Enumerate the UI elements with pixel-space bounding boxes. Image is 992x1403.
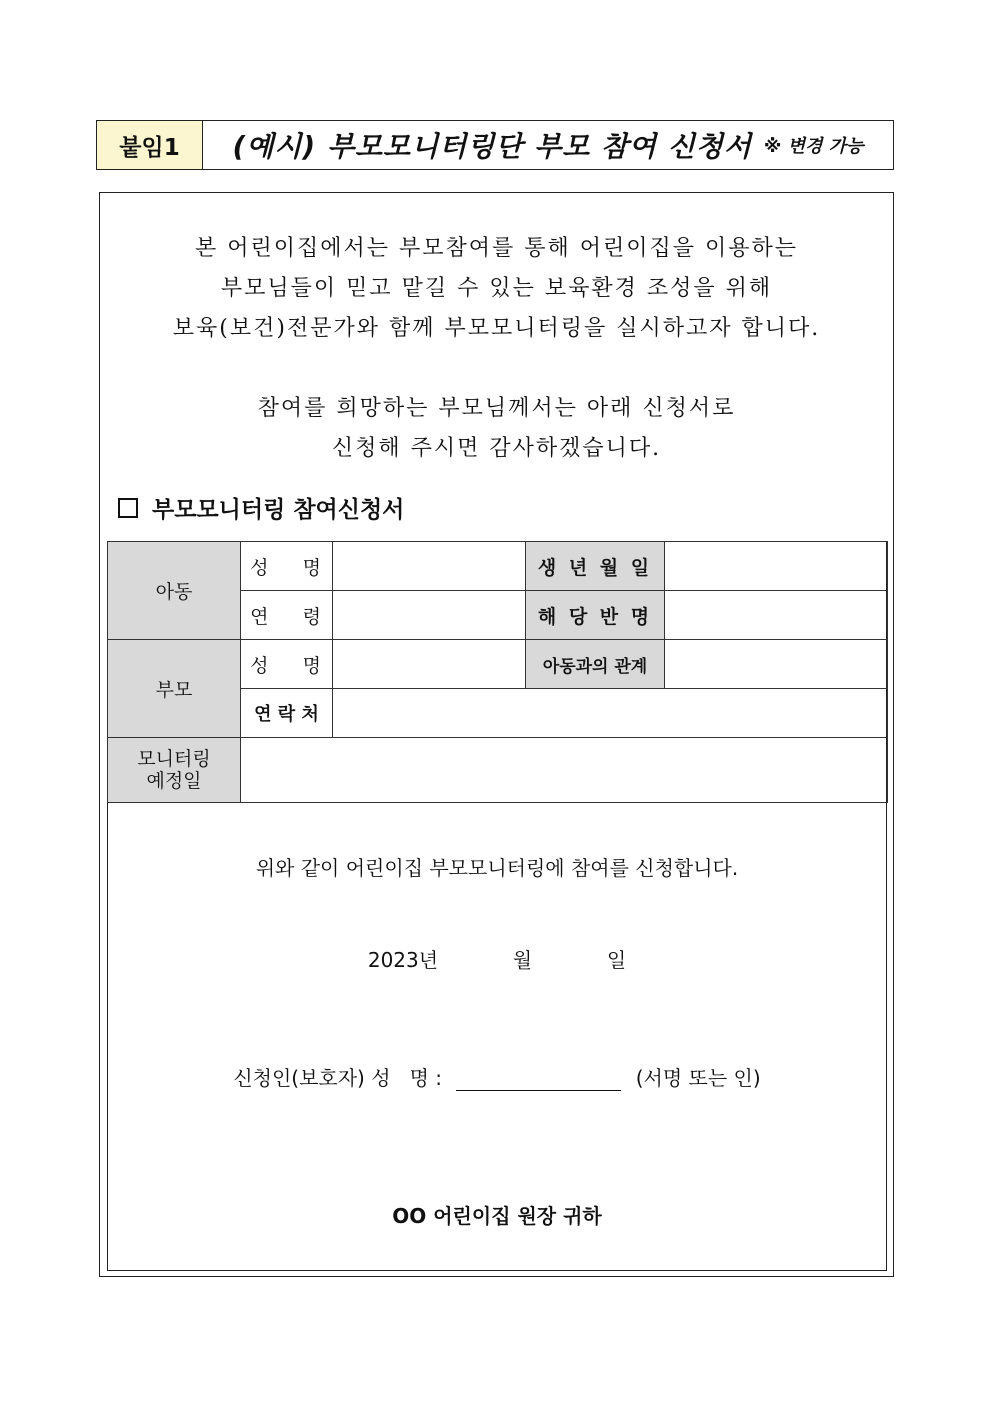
section-title-text: 부모모니터링 참여신청서 (152, 497, 405, 523)
checkbox-icon (118, 498, 138, 518)
parent-name-label: 성 명 (241, 640, 333, 689)
contact-label: 연 락 처 (241, 689, 333, 738)
date-day: 일 (606, 948, 627, 972)
form-frame (99, 192, 894, 1277)
intro-line-3: 보육(보건)전문가와 함께 부모모니터링을 실시하고자 합니다. (172, 316, 821, 341)
application-form (107, 541, 887, 1271)
document-title (203, 121, 893, 169)
child-header: 아동 (108, 542, 241, 640)
relation-field[interactable] (665, 640, 888, 689)
child-age-field[interactable] (333, 591, 526, 640)
application-statement: 위와 같이 어린이집 부모모니터링에 참여를 신청합니다. (255, 856, 739, 880)
child-name-label: 성 명 (241, 542, 333, 591)
applicant-label: 신청인(보호자) 성 명 : (233, 1066, 443, 1090)
monitoring-date-field[interactable] (241, 738, 888, 803)
parent-header: 부모 (108, 640, 241, 738)
date-month: 월 (512, 948, 533, 972)
child-age-label: 연 령 (241, 591, 333, 640)
birthdate-field[interactable] (665, 542, 888, 591)
signature-note: (서명 또는 인) (635, 1066, 761, 1090)
section-title (118, 491, 404, 524)
class-name-label: 해 당 반 명 (526, 591, 665, 640)
application-table (107, 541, 888, 803)
attachment-tag: 붙임1 (97, 121, 203, 169)
relation-label: 아동과의 관계 (526, 640, 665, 689)
class-name-field[interactable] (665, 591, 888, 640)
applicant-line (108, 1062, 886, 1091)
change-note: ※ 변경 가능 (763, 136, 864, 157)
monitoring-date-line-1: 모니터링 (137, 748, 211, 770)
intro-text (100, 229, 893, 469)
birthdate-label: 생 년 월 일 (526, 542, 665, 591)
signature-field[interactable] (456, 1072, 621, 1091)
contact-field[interactable] (333, 689, 888, 738)
date-year: 2023년 (367, 948, 439, 972)
intro-line-1: 본 어린이집에서는 부모참여를 통해 어린이집을 이용하는 (194, 236, 798, 261)
intro-line-5: 신청해 주시면 감사하겠습니다. (331, 436, 662, 461)
date-line (108, 944, 886, 973)
parent-name-field[interactable] (333, 640, 526, 689)
recipient: OO 어린이집 원장 귀하 (392, 1204, 602, 1228)
document-title-text: (예시) 부모모니터링단 부모 참여 신청서 (232, 130, 752, 163)
monitoring-date-header (108, 738, 241, 803)
attachment-header (96, 120, 894, 170)
intro-line-4: 참여를 희망하는 부모님께서는 아래 신청서로 (257, 396, 736, 421)
monitoring-date-line-2: 예정일 (146, 770, 202, 792)
child-name-field[interactable] (333, 542, 526, 591)
intro-line-2: 부모님들이 믿고 맡길 수 있는 보육환경 조성을 위해 (220, 276, 773, 301)
